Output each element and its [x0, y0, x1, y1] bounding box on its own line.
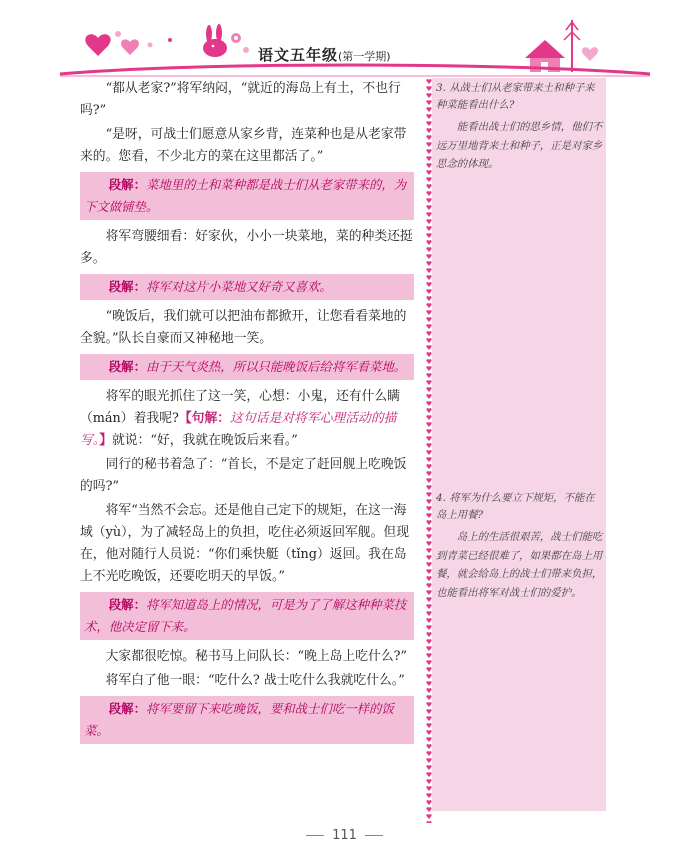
- footer-dash-right: [365, 835, 383, 836]
- paragraph-1: “都从老家?”将军纳闷，“就近的海岛上有土，不也行吗?”: [80, 81, 401, 118]
- flower-icon: [231, 33, 249, 53]
- question-3: [436, 80, 604, 114]
- header-decoration: [0, 0, 689, 78]
- paragraph-4: “晚饭后，我们就可以把油布都掀开，让您看看菜地的全貌。”队长自豪而又神秘地一笑。: [80, 309, 407, 346]
- paragraph-8: 大家都很吃惊。秘书马上问队长：“晚上岛上吃什么?”: [105, 649, 408, 664]
- question-3-text: 3. 从战士们从老家带来土和种子来种菜能看出什么?: [436, 82, 595, 111]
- page-number-footer: [0, 828, 689, 843]
- paragraph-5-start: 将军的眼光抓住了这一笑，心想：小鬼，还有什么瞒（mán）着我呢?: [80, 389, 400, 426]
- annotation-tag: 段解：: [108, 177, 146, 192]
- question-4: [436, 490, 604, 524]
- sidebar-questions: [432, 78, 606, 811]
- paragraph-7: 将军“当然不会忘。还是他自己定下的规矩，在这一海域（yù），为了减轻岛上的负担，吃住必须返回军舰。但现在，他对随行人员说：“你们乘快艇（tǐng）返回。我在岛上不光吃晚饭，还要吃明天的早饭。”: [80, 503, 409, 584]
- footer-dash-left: [306, 835, 324, 836]
- paragraph-5: [80, 386, 414, 452]
- paragraph-2: “是呀，可战士们愿意从家乡背，连菜种也是从老家带来的。您看，不少北方的菜在这里都活了。”: [80, 127, 407, 164]
- page-number: 111: [332, 828, 357, 843]
- answer-4: 岛上的生活很艰苦，战士们能吃到青菜已经很难了，如果都在岛上用餐，就会给岛上的战士们带来负担，也能看出将军对战士们的爱护。: [436, 531, 603, 599]
- sentence-note-head: 【句解：: [178, 411, 231, 426]
- annotation-tag: 段解：: [108, 279, 146, 294]
- bunny-icon: [203, 24, 227, 57]
- annotation-text: 菜地里的土和菜种都是战士们从老家带来的，为下文做铺垫。: [84, 177, 407, 214]
- annotation-tag: 段解：: [108, 597, 146, 612]
- paragraph-9: 将军白了他一眼：“吃什么? 战士吃什么我就吃什么。”: [105, 673, 405, 688]
- book-title-main: 语文五年级: [258, 46, 339, 64]
- hearts-decoration-icon: [85, 31, 172, 56]
- book-title: [258, 44, 391, 65]
- annotation-5: [80, 696, 414, 744]
- paragraph-6: 同行的秘书着急了：“首长，不是定了赶回舰上吃晚饭的吗?”: [80, 457, 407, 494]
- main-text-column: [80, 78, 414, 750]
- question-4-text: 4. 将军为什么要立下规矩，不能在岛上用餐?: [436, 492, 595, 521]
- annotation-text: 将军知道岛上的情况，可是为了了解这种种菜技术，他决定留下来。: [84, 597, 407, 634]
- annotation-tag: 段解：: [108, 701, 146, 716]
- house-icon: [525, 20, 598, 72]
- annotation-3: [80, 354, 414, 380]
- sentence-note: 这句话是对将军心理活动的描写。: [80, 411, 397, 448]
- answer-3: 能看出战士们的思乡情，他们不远万里地背来土和种子，正是对家乡思念的体现。: [436, 121, 603, 170]
- paragraph-3: 将军弯腰细看：好家伙，小小一块菜地，菜的种类还挺多。: [80, 229, 413, 266]
- annotation-text: 将军要留下来吃晚饭，要和战士们吃一样的饭菜。: [84, 701, 394, 738]
- annotation-text: 由于天气炎热，所以只能晚饭后给将军看菜地。: [145, 359, 407, 374]
- annotation-2: [80, 274, 414, 300]
- book-title-term: (第一学期): [338, 50, 391, 63]
- annotation-1: [80, 172, 414, 220]
- annotation-tag: 段解：: [108, 359, 146, 374]
- sentence-note-end: 】: [99, 433, 112, 448]
- annotation-text: 将军对这片小菜地又好奇又喜欢。: [145, 279, 332, 294]
- paragraph-5-end: 就说：“好，我就在晚饭后来看。”: [112, 433, 298, 448]
- annotation-4: [80, 592, 414, 640]
- page-header: [0, 0, 689, 78]
